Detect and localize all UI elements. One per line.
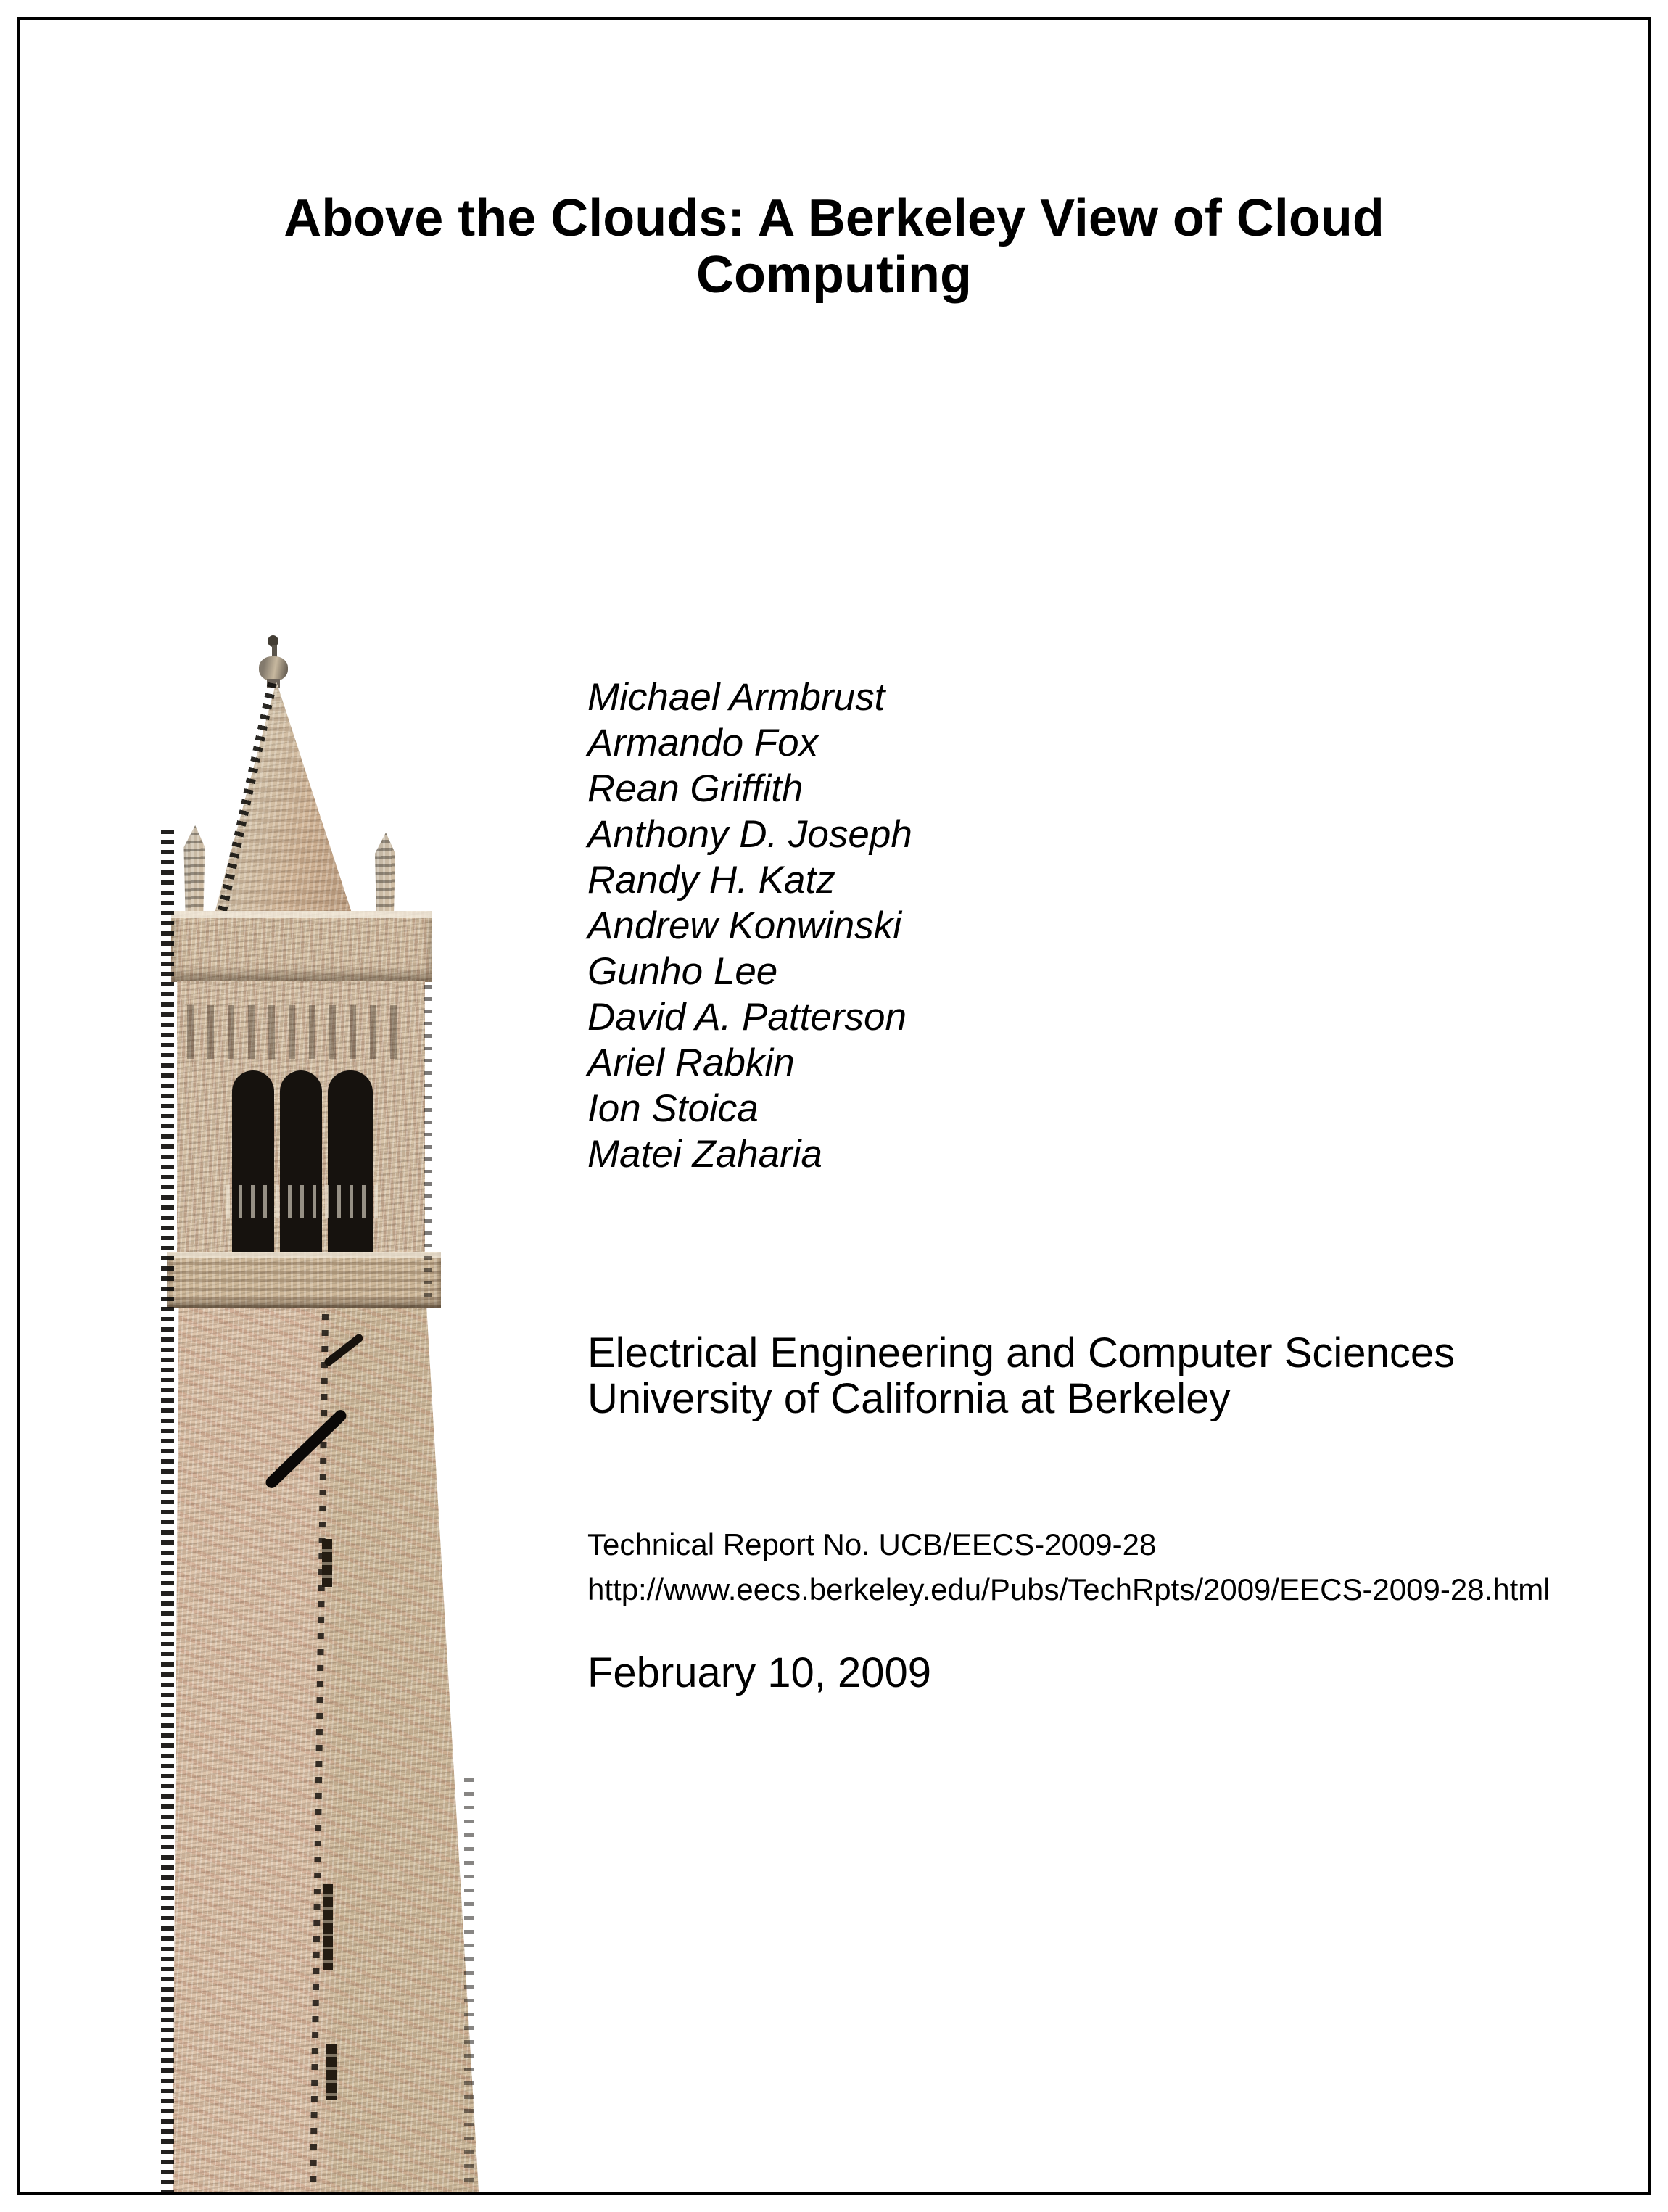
report-url-link[interactable]: http://www.eecs.berkeley.edu/Pubs/TechRpts/2009/EECS-2009-28.html (587, 1572, 1551, 1606)
author-name: David A. Patterson (587, 996, 907, 1039)
tower-left-edge-dither (161, 830, 174, 2192)
tower-slit-window (326, 2044, 337, 2100)
tower-belfry-arch (280, 1070, 322, 1252)
report-title (73, 190, 1595, 303)
tower-right-edge-dither-lower (464, 1778, 474, 2192)
author-name: Gunho Lee (587, 950, 778, 993)
report-title-line1: Above the Clouds: A Berkeley View of Cloud (284, 189, 1384, 247)
author-name: Michael Armbrust (587, 676, 885, 719)
institution-line1: Electrical Engineering and Computer Sciences (587, 1329, 1456, 1377)
author-name: Matei Zaharia (587, 1133, 823, 1176)
tower-belfry-arch (328, 1070, 373, 1252)
author-name: Andrew Konwinski (587, 904, 902, 947)
tower-belfry-colonnade (187, 1005, 405, 1059)
institution-line2: University of California at Berkeley (587, 1375, 1231, 1422)
authors-list (587, 674, 912, 1177)
author-name: Ion Stoica (587, 1087, 759, 1130)
tower-right-edge-dither-upper (424, 985, 432, 1304)
author-name: Anthony D. Joseph (587, 813, 912, 856)
tower-spire-base-cornice (171, 911, 432, 982)
author-name: Ariel Rabkin (587, 1041, 795, 1084)
author-name: Rean Griffith (587, 767, 804, 810)
tower-observation-deck (167, 1252, 441, 1308)
author-name: Randy H. Katz (587, 859, 835, 901)
campanile-tower-image (154, 632, 484, 2192)
tower-belfry-arch (232, 1070, 274, 1252)
tower-finial-lantern (259, 656, 288, 681)
report-date: February 10, 2009 (587, 1649, 931, 1696)
tower-slit-window (323, 1884, 333, 1970)
report-number: Technical Report No. UCB/EECS-2009-28 (587, 1527, 1157, 1561)
tower-slit-window (322, 1539, 332, 1587)
tower-spire (212, 682, 355, 924)
tower-belfry-balustrade (226, 1185, 379, 1218)
institution-block (587, 1330, 1455, 1421)
report-title-line2: Computing (696, 246, 972, 304)
author-name: Armando Fox (587, 722, 819, 764)
